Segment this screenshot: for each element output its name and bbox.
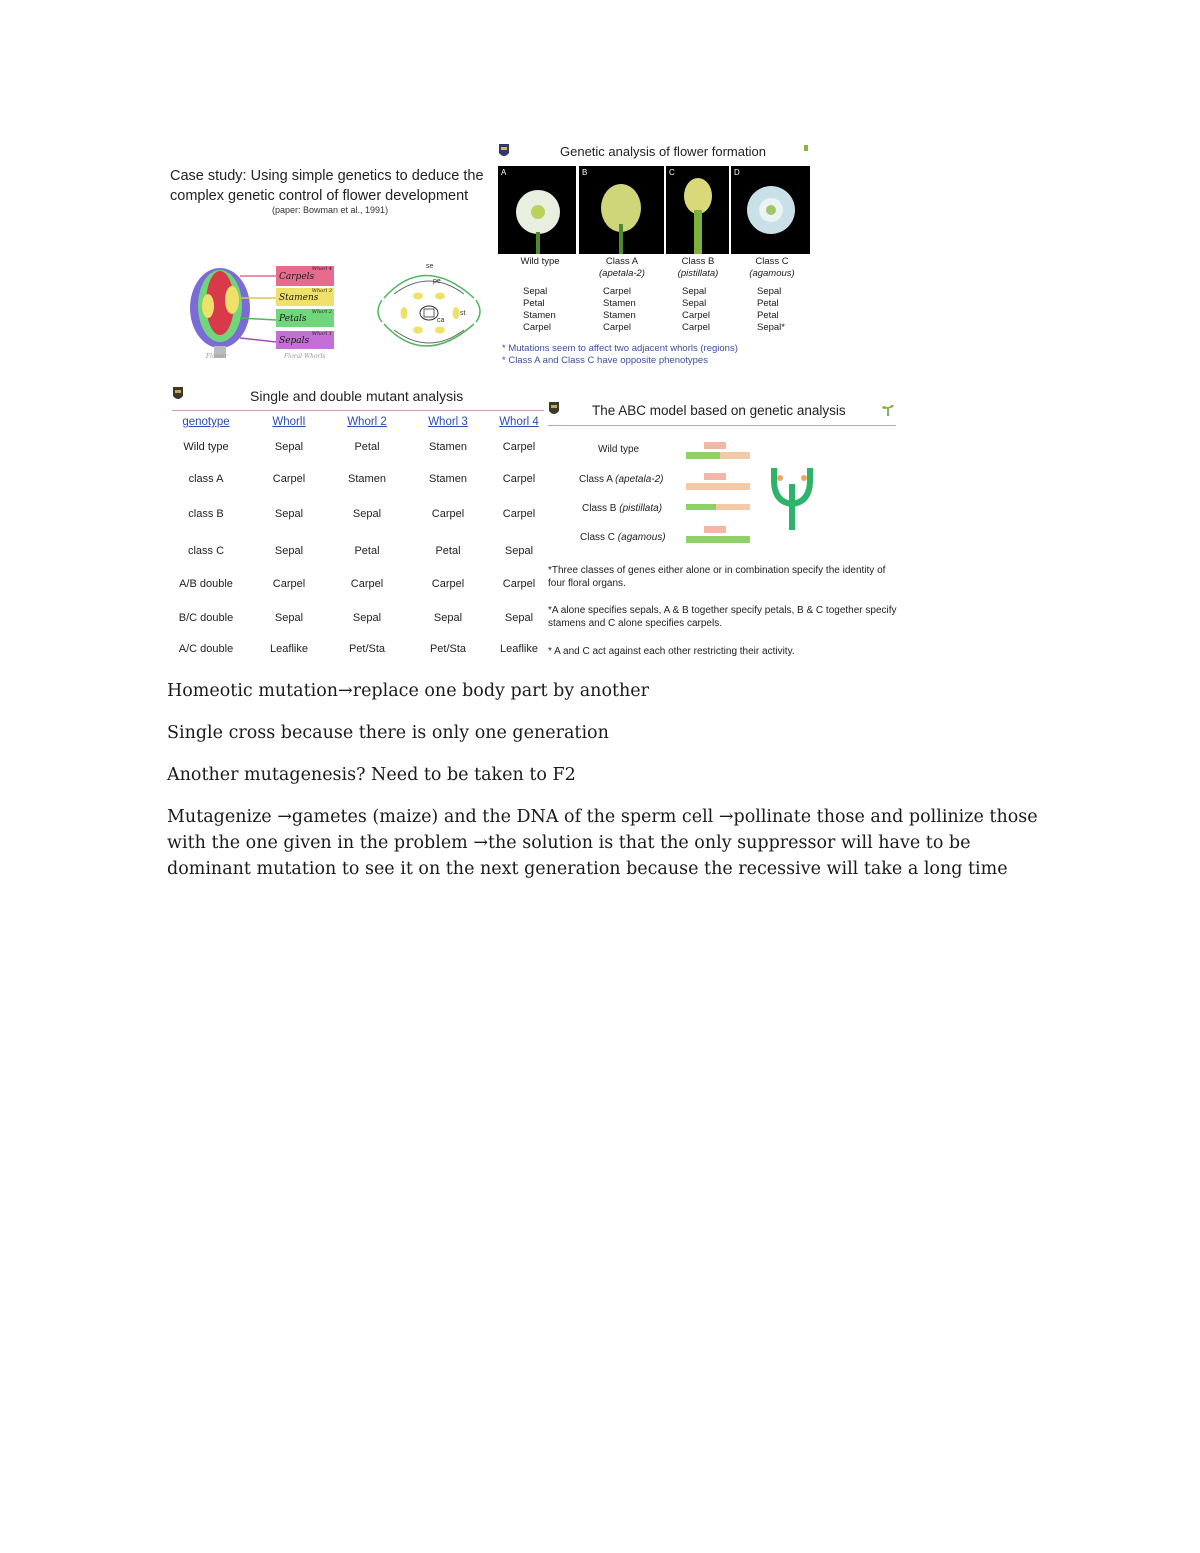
whorl-box-stamens: Whorl 3 Stamens <box>276 288 334 306</box>
table-cell: Carpel <box>502 578 536 590</box>
floral-whorls-caption: Floral Whorls <box>284 353 326 360</box>
table-cell: Carpel <box>431 578 465 590</box>
mt-header-whorl-1: WhorlI <box>272 416 306 428</box>
university-crest-icon <box>498 143 510 159</box>
table-cell: Sepal <box>504 612 534 624</box>
table-cell: class A <box>188 473 224 485</box>
table-cell: Sepal <box>274 441 304 453</box>
table-cell: Sepal <box>504 545 534 557</box>
ga-column-head-class-a: Class A (apetala-2) <box>599 256 645 279</box>
table-cell: A/C double <box>178 643 234 655</box>
photo-class-b: C <box>666 166 729 254</box>
ga-column-head-class-c: Class C (agamous) <box>749 256 795 279</box>
leaf-icon <box>804 145 808 151</box>
table-cell: Petal <box>435 545 461 557</box>
table-cell: Pet/Sta <box>429 643 467 655</box>
paragraph-homeotic-mutation: Homeotic mutation→replace one body part by another <box>167 681 650 701</box>
svg-text:st: st <box>460 310 466 317</box>
table-cell: class C <box>187 545 225 557</box>
table-cell: Carpel <box>272 473 306 485</box>
mt-header-whorl-4: Whorl 4 <box>499 416 539 428</box>
genetic-analysis-title: Genetic analysis of flower formation <box>560 144 766 159</box>
ga-column-wild-type: Sepal Petal Stamen Carpel <box>523 286 556 333</box>
ga-column-class-c: Sepal Petal Petal Sepal* <box>757 286 785 333</box>
whorl-box-sepals: Whorl 1 Sepals <box>276 331 334 349</box>
floral-diagram <box>374 258 486 366</box>
case-study-title: Case study: Using simple genetics to deduce the complex genetic control of flower development <box>170 168 484 204</box>
flower-stamen-shape <box>225 286 239 314</box>
genetic-analysis-notes: * Mutations seem to affect two adjacent whorls (regions) * Class A and Class C have opposite phenotypes <box>502 343 738 366</box>
svg-text:se: se <box>426 263 434 270</box>
abc-note-1: *Three classes of genes either alone or in combination specify the identity of four floral organs. <box>548 565 886 589</box>
table-cell: Carpel <box>272 578 306 590</box>
mt-header-whorl-3: Whorl 3 <box>428 416 468 428</box>
table-cell: Stamen <box>429 441 467 453</box>
case-study-paper-citation: (paper: Bowman et al., 1991) <box>272 205 389 215</box>
paragraph-single-cross: Single cross because there is only one generation <box>167 723 609 743</box>
abc-label-class-b: Class B (pistillata) <box>582 503 663 514</box>
table-cell: Leaflike <box>500 643 538 655</box>
table-cell: Sepal <box>433 612 463 624</box>
university-crest-icon <box>548 401 560 417</box>
abc-label-class-a: Class A (apetala-2) <box>579 474 664 485</box>
table-cell: Carpel <box>431 508 465 520</box>
ga-column-head-class-b: Class B (pistillata) <box>677 256 719 279</box>
photo-class-a: B <box>579 166 664 254</box>
abc-model-rule <box>548 425 896 426</box>
abc-floral-organ-icon <box>766 454 822 530</box>
mutant-table-title: Single and double mutant analysis <box>250 388 464 404</box>
whorl-box-petals: Whorl 2 Petals <box>276 309 334 327</box>
ga-column-class-a: Carpel Stamen Stamen Carpel <box>603 286 636 333</box>
abc-label-wild-type: Wild type <box>598 444 640 455</box>
table-cell: Carpel <box>502 508 536 520</box>
table-cell: Carpel <box>502 441 536 453</box>
abc-model-title: The ABC model based on genetic analysis <box>592 403 846 418</box>
table-cell: Stamen <box>348 473 386 485</box>
mt-header-whorl-2: Whorl 2 <box>347 416 387 428</box>
table-cell: Sepal <box>352 612 382 624</box>
ga-column-head-wild-type: Wild type <box>520 256 560 267</box>
svg-text:pe: pe <box>433 278 441 285</box>
abc-note-2: *A alone specifies sepals, A & B together specify petals, B & C together specify stamens and C alone specifies carpels. <box>548 605 897 629</box>
table-cell: A/B double <box>179 578 233 590</box>
photo-class-c: D <box>731 166 810 254</box>
abc-label-class-c: Class C (agamous) <box>580 532 666 543</box>
table-cell: Wild type <box>183 441 229 453</box>
table-cell: Stamen <box>429 473 467 485</box>
university-crest-icon <box>172 386 184 402</box>
table-cell: B/C double <box>178 612 234 624</box>
abc-gene-bars <box>680 430 760 550</box>
svg-text:ca: ca <box>437 317 445 324</box>
table-cell: Carpel <box>502 473 536 485</box>
table-cell: Sepal <box>274 545 304 557</box>
ga-column-class-b: Sepal Sepal Carpel Carpel <box>682 286 710 333</box>
mutant-table-rule <box>172 410 544 411</box>
table-cell: Sepal <box>274 508 304 520</box>
abc-note-3: * A and C act against each other restricting their activity. <box>548 646 795 657</box>
table-cell: Petal <box>354 441 380 453</box>
table-cell: class B <box>188 508 224 520</box>
table-cell: Leaflike <box>270 643 308 655</box>
flower-caption: Flower <box>206 353 228 360</box>
table-cell: Petal <box>354 545 380 557</box>
table-cell: Sepal <box>352 508 382 520</box>
table-cell: Pet/Sta <box>348 643 386 655</box>
paragraph-another-mutagenesis: Another mutagenesis? Need to be taken to F2 <box>167 765 576 785</box>
paragraph-mutagenize: Mutagenize →gametes (maize) and the DNA of the sperm cell →pollinate those and pollinize those with the one given in the problem →the solution is that the only suppressor will have to be dominant mutation to see it on the next generation because the recessive will take a long time <box>167 807 1038 879</box>
whorl-box-carpels: Whorl 4 Carpels <box>276 266 334 286</box>
mt-header-genotype: genotype <box>182 416 230 428</box>
table-cell: Sepal <box>274 612 304 624</box>
table-cell: Carpel <box>350 578 384 590</box>
photo-wild-type: A <box>498 166 576 254</box>
seedling-icon <box>882 402 894 416</box>
